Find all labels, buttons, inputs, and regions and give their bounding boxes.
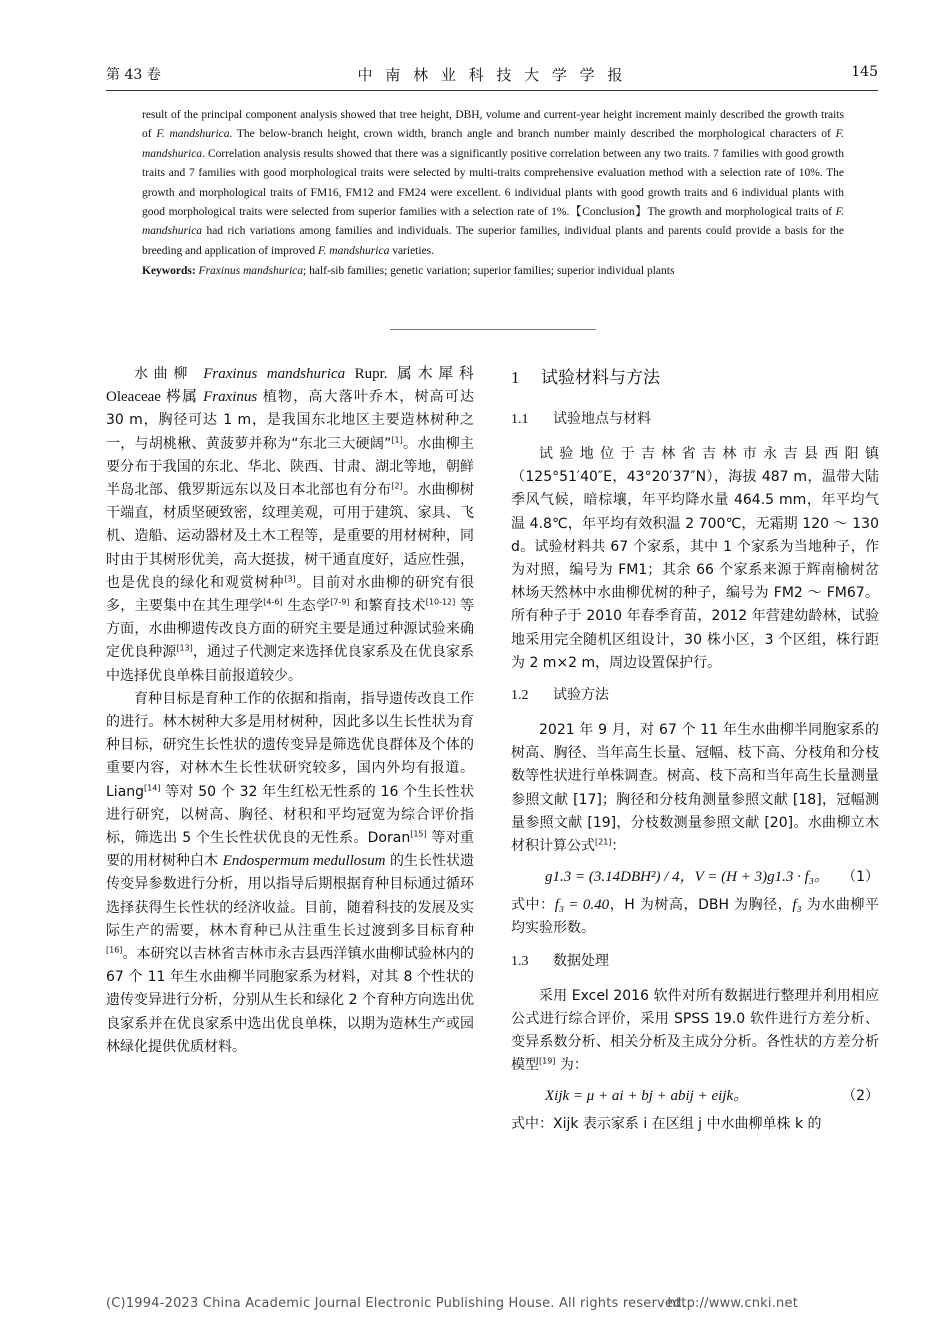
equation-body: Xijk = μ + ai + bj + abij + eijk。 <box>545 1088 749 1105</box>
abstract-seg: had rich variations among families and individuals. The superior families, individual plants and parents could provide a basis for the breeding and application of improved <box>142 225 844 257</box>
text-seg: 2021 年 9 月，对 67 个 11 年生水曲柳半同胞家系的树高、胸径、当年高生长量、冠幅、枝下高、分枝角和分枝数等性状进行单株调查。树高、枝下高和当年高生长量测量参照文献 [17]；胸径和分枝角测量参照文献 [18]，冠幅测量参照文献 [19]，分枝数测量参照文献 [20]。水曲柳立木材积计算公式 <box>511 722 879 855</box>
text-seg: 等对 50 个 32 年生红松无性系的 16 个生长性状进行研究，以树高、胸径、材积和平均冠宽为综合评价指标，筛选出 5 个生长性状优良的无性系。Doran <box>106 783 474 847</box>
citation: [3] <box>284 574 296 584</box>
citation: [16] <box>106 945 123 955</box>
section-title: 试验材料与方法 <box>541 368 660 388</box>
materials-paragraph: 试验地位于吉林省吉林市永吉县西阳镇（125°51′40″E，43°20′37″N），海拔 487 m，温带大陆季风气候，暗棕壤，年平均降水量 464.5 mm，年平均气温 4.8℃，年平均有效积温 2 700℃，无霜期 120 ～ 130 d。试验材料共 67 个家系，其中 1 个家系为当地种子，作为对照，编号为 FM1；其余 66 个家系来源于辉南榆树岔林场天然林中水曲柳优树的种子，编号为 FM2 ～ FM67。所有种子于 2010 年春季育苗，2012 年营建幼龄林，试验地采用完全随机区组设计，30 株小区，3 个区组，株行距为 2 m×2 m，周边设置保护行。 <box>511 446 879 671</box>
page-number: 145 <box>851 64 878 80</box>
cnki-link[interactable]: http://www.cnki.net <box>667 1296 798 1311</box>
citation: [7-9] <box>330 597 350 607</box>
left-column <box>106 363 474 1059</box>
math-var: f₃ = 0.40 <box>554 897 610 914</box>
abstract-seg: result of the principal component analysis showed that tree height, DBH, volume and current-year height increment mainly described the growth traits of <box>142 109 844 141</box>
volume-label: 第 43 卷 <box>106 67 161 83</box>
text-seg: 和繁育技术 <box>349 598 426 615</box>
section-number: 1.1 <box>511 412 529 427</box>
section-heading-1 <box>511 363 879 393</box>
section-title: 试验地点与材料 <box>553 411 651 427</box>
copyright-notice: (C)1994-2023 China Academic Journal Electronic Publishing House. All rights reserved. <box>106 1296 686 1311</box>
citation: [19] <box>539 1056 556 1066</box>
intro-paragraph-2 <box>106 688 474 1059</box>
text-seg: 。目前对水曲柳的研究有很多，主要集中在其生理学 <box>106 574 474 615</box>
citation: [4-6] <box>263 597 283 607</box>
intro-paragraph-1 <box>106 363 474 688</box>
species-name: F. mandshurica <box>317 244 390 257</box>
text-seg: 。水曲柳树干端直，材质坚硬致密，纹理美观，可用于建筑、家具、飞机、造船、运动器材及土木工程等，是重要的用材树种，同时由于其树形优美，高大挺拔，树干通直度好，适应性强，也是优良的绿化和观赏树种 <box>106 482 475 591</box>
right-column <box>511 363 879 1137</box>
keywords-list: ; half-sib families; genetic variation; superior families; superior individual plants <box>303 265 675 278</box>
species-name: Fraxinus mandshurica <box>203 366 346 382</box>
equation-1-explanation <box>511 894 879 940</box>
section-heading-1-2 <box>511 683 879 707</box>
citation: [15] <box>410 829 427 839</box>
data-processing-paragraph <box>511 985 879 1078</box>
section-title: 数据处理 <box>553 952 609 969</box>
section-title: 试验方法 <box>553 687 609 704</box>
text-seg: 为水曲柳平均实验形数。 <box>511 897 880 937</box>
citation: [2] <box>391 481 403 491</box>
citation: [13] <box>176 643 193 653</box>
text-seg: 采用 Excel 2016 软件对所有数据进行整理并利用相应公式进行综合评价，采用 SPSS 19.0 软件进行方差分析、变异系数分析、相关分析及主成分分析。各性状的方差分析模型 <box>511 987 879 1074</box>
abstract-text <box>142 106 844 261</box>
english-abstract <box>142 106 844 282</box>
text-seg: ，通过子代测定来选择优良家系及在优良家系中选择优良单株目前报道较少。 <box>106 644 475 684</box>
equation-1 <box>511 864 879 890</box>
citation: [10-12] <box>425 597 456 607</box>
species-name: Endospermum medullosum <box>222 853 386 870</box>
genus-name: Fraxinus <box>203 389 258 406</box>
equation-2 <box>511 1083 879 1109</box>
text-seg: 的生长性状遗传变异参数进行分析，用以指导后期根据育种目标通过循环选择获得生长性状的经济收益。目前，随着科技的发展及实际生产的需要，林木育种已从注重生长过渡到多目标育种 <box>106 853 475 939</box>
keywords-label: Keywords: <box>142 265 196 278</box>
species-name: F. mandshurica <box>142 206 844 238</box>
equation-2-explanation: 式中：Xijk 表示家系 i 在区组 j 中水曲柳单株 k 的 <box>511 1116 822 1133</box>
text-seg: Rupr. 属木犀科 Oleaceae 梣属 <box>106 366 474 406</box>
section-number: 1.2 <box>511 688 529 704</box>
abstract-seg: varieties. <box>389 244 435 257</box>
abstract-seg: . Correlation analysis results showed that there was a significantly positive correlation between any two traits. 7 families with good growth traits and 7 families with good morphological traits were selected by multi-traits comprehensive evaluation method with a selection rate of 10%. The growth and morphological traits of FM16, FM12 and FM24 were excellent. 6 individual plants with good growth traits and 6 individual plants with good morphological traits were selected from superior families with a selection rate of 1%.【Conclusion】The growth and morphological traits of <box>142 147 844 219</box>
equation-number: （1） <box>842 869 879 886</box>
text-seg: 生态学 <box>282 598 331 615</box>
methods-paragraph <box>511 719 879 858</box>
text-seg: 为： <box>555 1057 588 1074</box>
text-seg: 式中： <box>511 897 555 914</box>
species-name: F. mandshurica <box>156 128 230 141</box>
text-seg: 育种目标是育种工作的依据和指南，指导遗传改良工作的进行。林木树种大多是用材树种，因此多以生长性状为育种目标，研究生长性状的遗传变异是筛选优良群体及个体的重要内容，对林木生长性状研究较多，国内外均有报道。Liang <box>106 690 474 800</box>
text-seg: 植物，高大落叶乔木，树高可达 30 m，胸径可达 1 m，是我国东北地区主要造林树种之一，与胡桃楸、黄菠萝并称为“东北三大硬阔” <box>106 389 475 452</box>
text-seg: ，H 为树高，DBH 为胸径， <box>609 897 793 914</box>
text-seg: 水曲柳 <box>134 366 204 382</box>
text-seg: 等对重要的用材树种白木 <box>106 830 474 870</box>
citation: [1] <box>391 434 403 444</box>
section-divider <box>390 329 596 330</box>
equation-number: （2） <box>842 1088 879 1105</box>
equation-body: g1.3 = (3.14DBH²) / 4，V = (H + 3)g1.3 · f₃。 <box>545 869 829 886</box>
running-header <box>106 64 878 88</box>
text-seg: 。水曲柳主要分布于我国的东北、华北、陕西、甘肃、湖北等地，朝鲜半岛北部、俄罗斯远东以及日本北部也有分布 <box>106 435 474 499</box>
section-number: 1 <box>511 368 520 387</box>
species-name: F. mandshurica <box>142 128 844 160</box>
keyword-species: Fraxinus mandshurica <box>198 265 304 278</box>
journal-title: 中 南 林 业 科 技 大 学 学 报 <box>357 66 627 84</box>
text-seg: 等方面，水曲柳遗传改良方面的研究主要是通过种源试验来确定优良种源 <box>106 598 475 661</box>
keywords <box>142 262 844 281</box>
section-number: 1.3 <box>511 953 529 969</box>
section-heading-1-3 <box>511 949 879 973</box>
text-seg: 。本研究以吉林省吉林市永吉县西洋镇水曲柳试验林内的 67 个 11 年生水曲柳半同胞家系为材料，对其 8 个性状的遗传变异进行分析，分别从生长和绿化 2 个育种方向选出优良家系并在优良家系中选出优良单株，以期为造林生产或园林绿化提供优质材料。 <box>106 946 474 1055</box>
citation: [21] <box>595 837 612 847</box>
text-seg: ： <box>611 838 626 855</box>
abstract-seg: . The below-branch height, crown width, branch angle and branch number mainly described the morphological characters of <box>229 128 836 141</box>
math-var: f₃ <box>792 897 802 914</box>
section-heading-1-1 <box>511 407 879 431</box>
citation: [14] <box>144 783 161 792</box>
header-rule <box>106 90 878 91</box>
